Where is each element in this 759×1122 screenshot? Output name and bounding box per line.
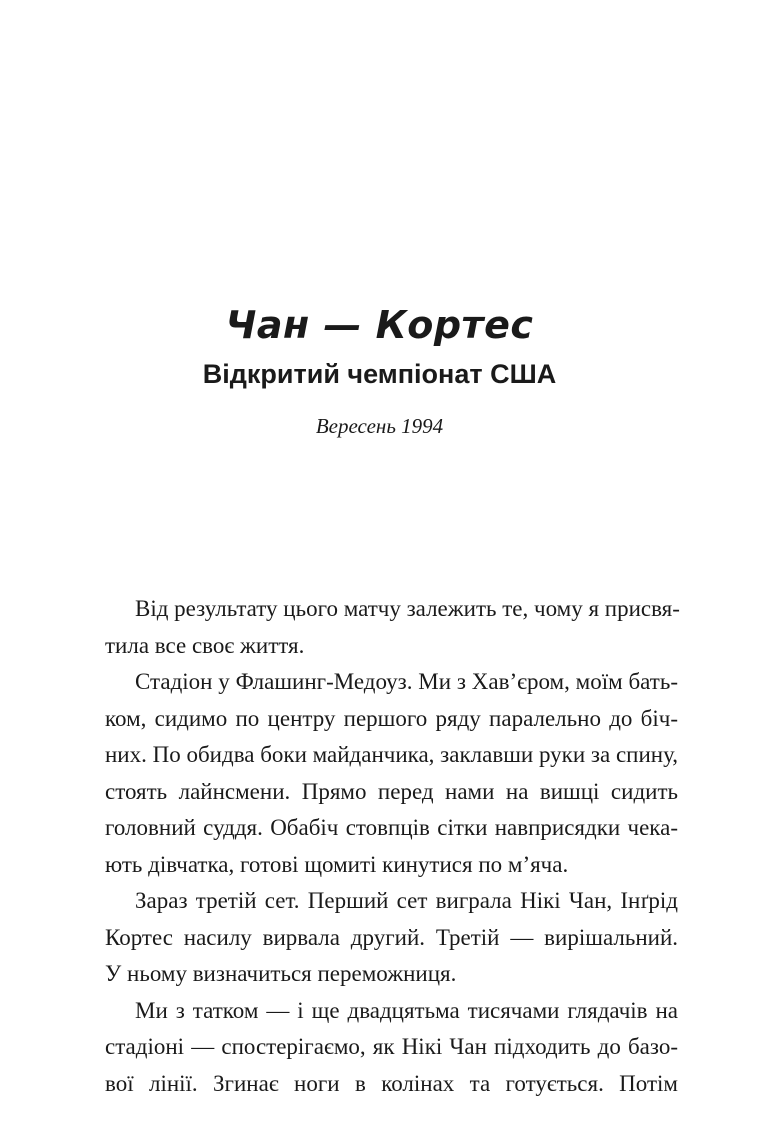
text-line: стоять лайнсмени. Прямо перед нами на вишці сидить — [105, 778, 678, 804]
text-line: стадіоні — спостерігаємо, як Нікі Чан підходить до базо- — [105, 1034, 678, 1059]
paragraph — [105, 883, 678, 993]
text-line: Від результату цього матчу залежить те, чому я присвя- — [135, 596, 680, 621]
chapter-date: Вересень 1994 — [315, 414, 444, 438]
body-text — [105, 591, 678, 1102]
paragraph — [105, 591, 678, 664]
text-line: Кортес насилу вирвала другий. Третій — вирішальний. — [105, 924, 678, 950]
text-line: вої лінії. Згинає ноги в колінах та готується. Потім — [105, 1070, 678, 1096]
paragraph — [105, 664, 678, 883]
chapter-subtitle: Відкритий чемпіонат США — [202, 359, 557, 389]
text-line: У ньому визначиться переможниця. — [105, 961, 457, 986]
text-line: ють дівчатка, готові щомиті кинутися по м’яча. — [105, 851, 569, 877]
text-line: головний суддя. Обабіч стовпців сітки навприсядки чека- — [105, 815, 678, 840]
text-line: тила все своє життя. — [105, 632, 305, 658]
text-line: Стадіон у Флашинг-Медоуз. Ми з Хав’єром, моїм бать- — [135, 669, 678, 694]
text-line: Зараз третій сет. Перший сет виграла Нікі Чан, Інґрід — [135, 888, 678, 913]
text-line: них. По обидва боки майданчика, заклавши руки за спину, — [105, 742, 679, 767]
paragraph — [105, 993, 678, 1103]
chapter-title: Чан — Кортес — [225, 303, 534, 347]
text-line: ком, сидимо по центру першого ряду паралельно до біч- — [105, 705, 678, 731]
text-line: Ми з татком — і ще двадцятьма тисячами глядачів на — [135, 997, 678, 1023]
